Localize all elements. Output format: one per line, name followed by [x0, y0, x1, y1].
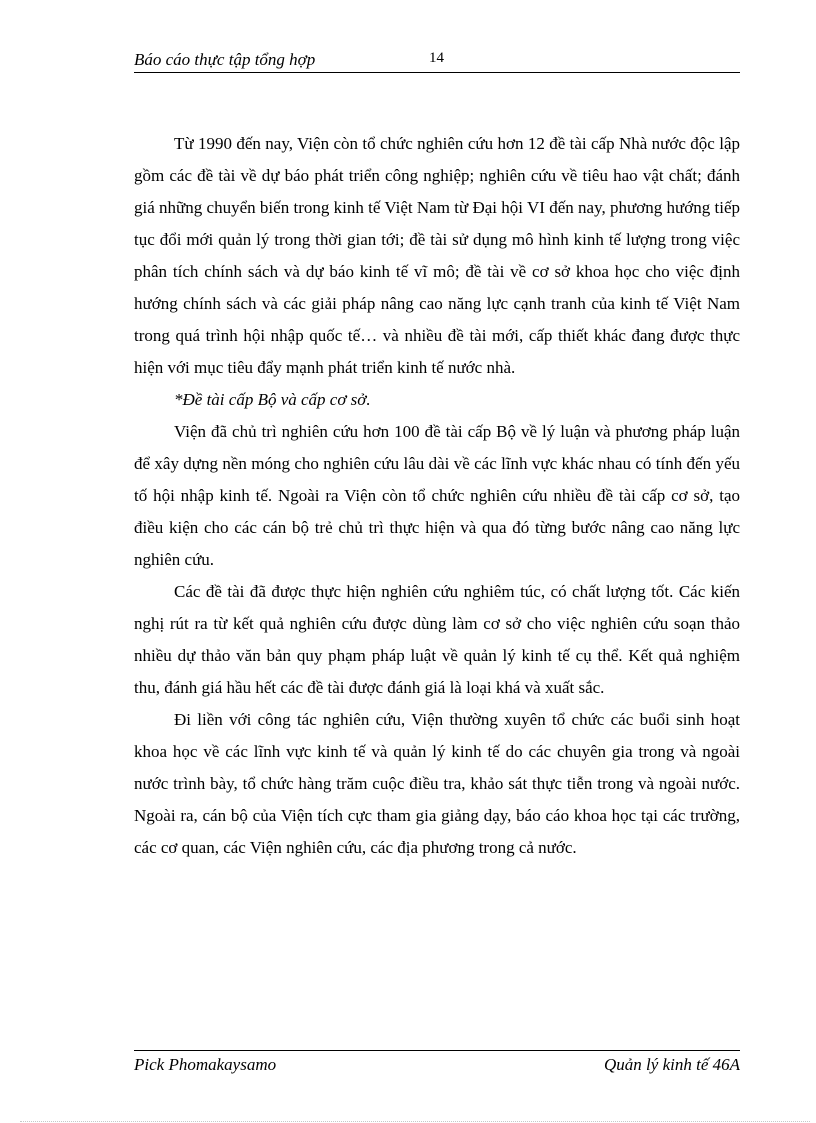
footer-class: Quản lý kinh tế 46A — [604, 1055, 740, 1074]
paragraph-national-projects: Từ 1990 đến nay, Viện còn tổ chức nghiên cứu hơn 12 đề tài cấp Nhà nước độc lập gồm các đề tài về dự báo phát triển công nghiệp; nghiên cứu về tiêu hao vật chất; đánh giá những chuyển biến trong kinh tế Việt Nam từ Đại hội VI đến nay, phương hướng tiếp tục đổi mới quản lý trong thời gian tới; đề tài sử dụng mô hình kinh tế lượng trong việc phân tích chính sách và dự báo kinh tế vĩ mô; đề tài về cơ sở khoa học cho việc định hướng chính sách và các giải pháp nâng cao năng lực cạnh tranh của kinh tế Việt Nam trong quá trình hội nhập quốc tế… và nhiều đề tài mới, cấp thiết khác đang được thực hiện với mục tiêu đẩy mạnh phát triển kinh tế nước nhà. — [134, 134, 740, 377]
page-footer — [134, 1050, 740, 1075]
footer-author: Pick Phomakaysamo — [134, 1055, 277, 1074]
paragraph-project-quality: Các đề tài đã được thực hiện nghiên cứu nghiêm túc, có chất lượng tốt. Các kiến nghị rút ra từ kết quả nghiên cứu được dùng làm cơ sở cho việc nghiên cứu soạn thảo nhiều dự thảo văn bản quy phạm pháp luật về quản lý kinh tế cụ thể. Kết quả nghiệm thu, đánh giá hầu hết các đề tài được đánh giá là loại khá và xuất sắc. — [134, 582, 740, 697]
paragraph-ministry-projects: Viện đã chủ trì nghiên cứu hơn 100 đề tài cấp Bộ về lý luận và phương pháp luận để xây dựng nền móng cho nghiên cứu lâu dài về các lĩnh vực khác nhau có tính đến yếu tố hội nhập kinh tế. Ngoài ra Viện còn tổ chức nghiên cứu nhiều đề tài cấp cơ sở, tạo điều kiện cho các cán bộ trẻ chủ trì thực hiện và qua đó từng bước nâng cao năng lực nghiên cứu. — [134, 422, 740, 569]
header-title: Báo cáo thực tập tổng hợp — [134, 50, 316, 69]
document-body — [134, 128, 740, 864]
page-edge-divider — [20, 1121, 810, 1122]
page-number: 14 — [429, 50, 444, 66]
section-heading-ministry-projects: *Đề tài cấp Bộ và cấp cơ sở. — [174, 390, 371, 409]
paragraph-scientific-activities: Đi liền với công tác nghiên cứu, Viện thường xuyên tổ chức các buổi sinh hoạt khoa học về các lĩnh vực kinh tế và quản lý kinh tế do các chuyên gia trong và ngoài nước trình bày, tổ chức hàng trăm cuộc điều tra, khảo sát thực tiễn trong và ngoài nước. Ngoài ra, cán bộ của Viện tích cực tham gia giảng dạy, báo cáo khoa học tại các trường, các cơ quan, các Viện nghiên cứu, các địa phương trong cả nước. — [134, 710, 740, 857]
page-header — [134, 48, 740, 73]
